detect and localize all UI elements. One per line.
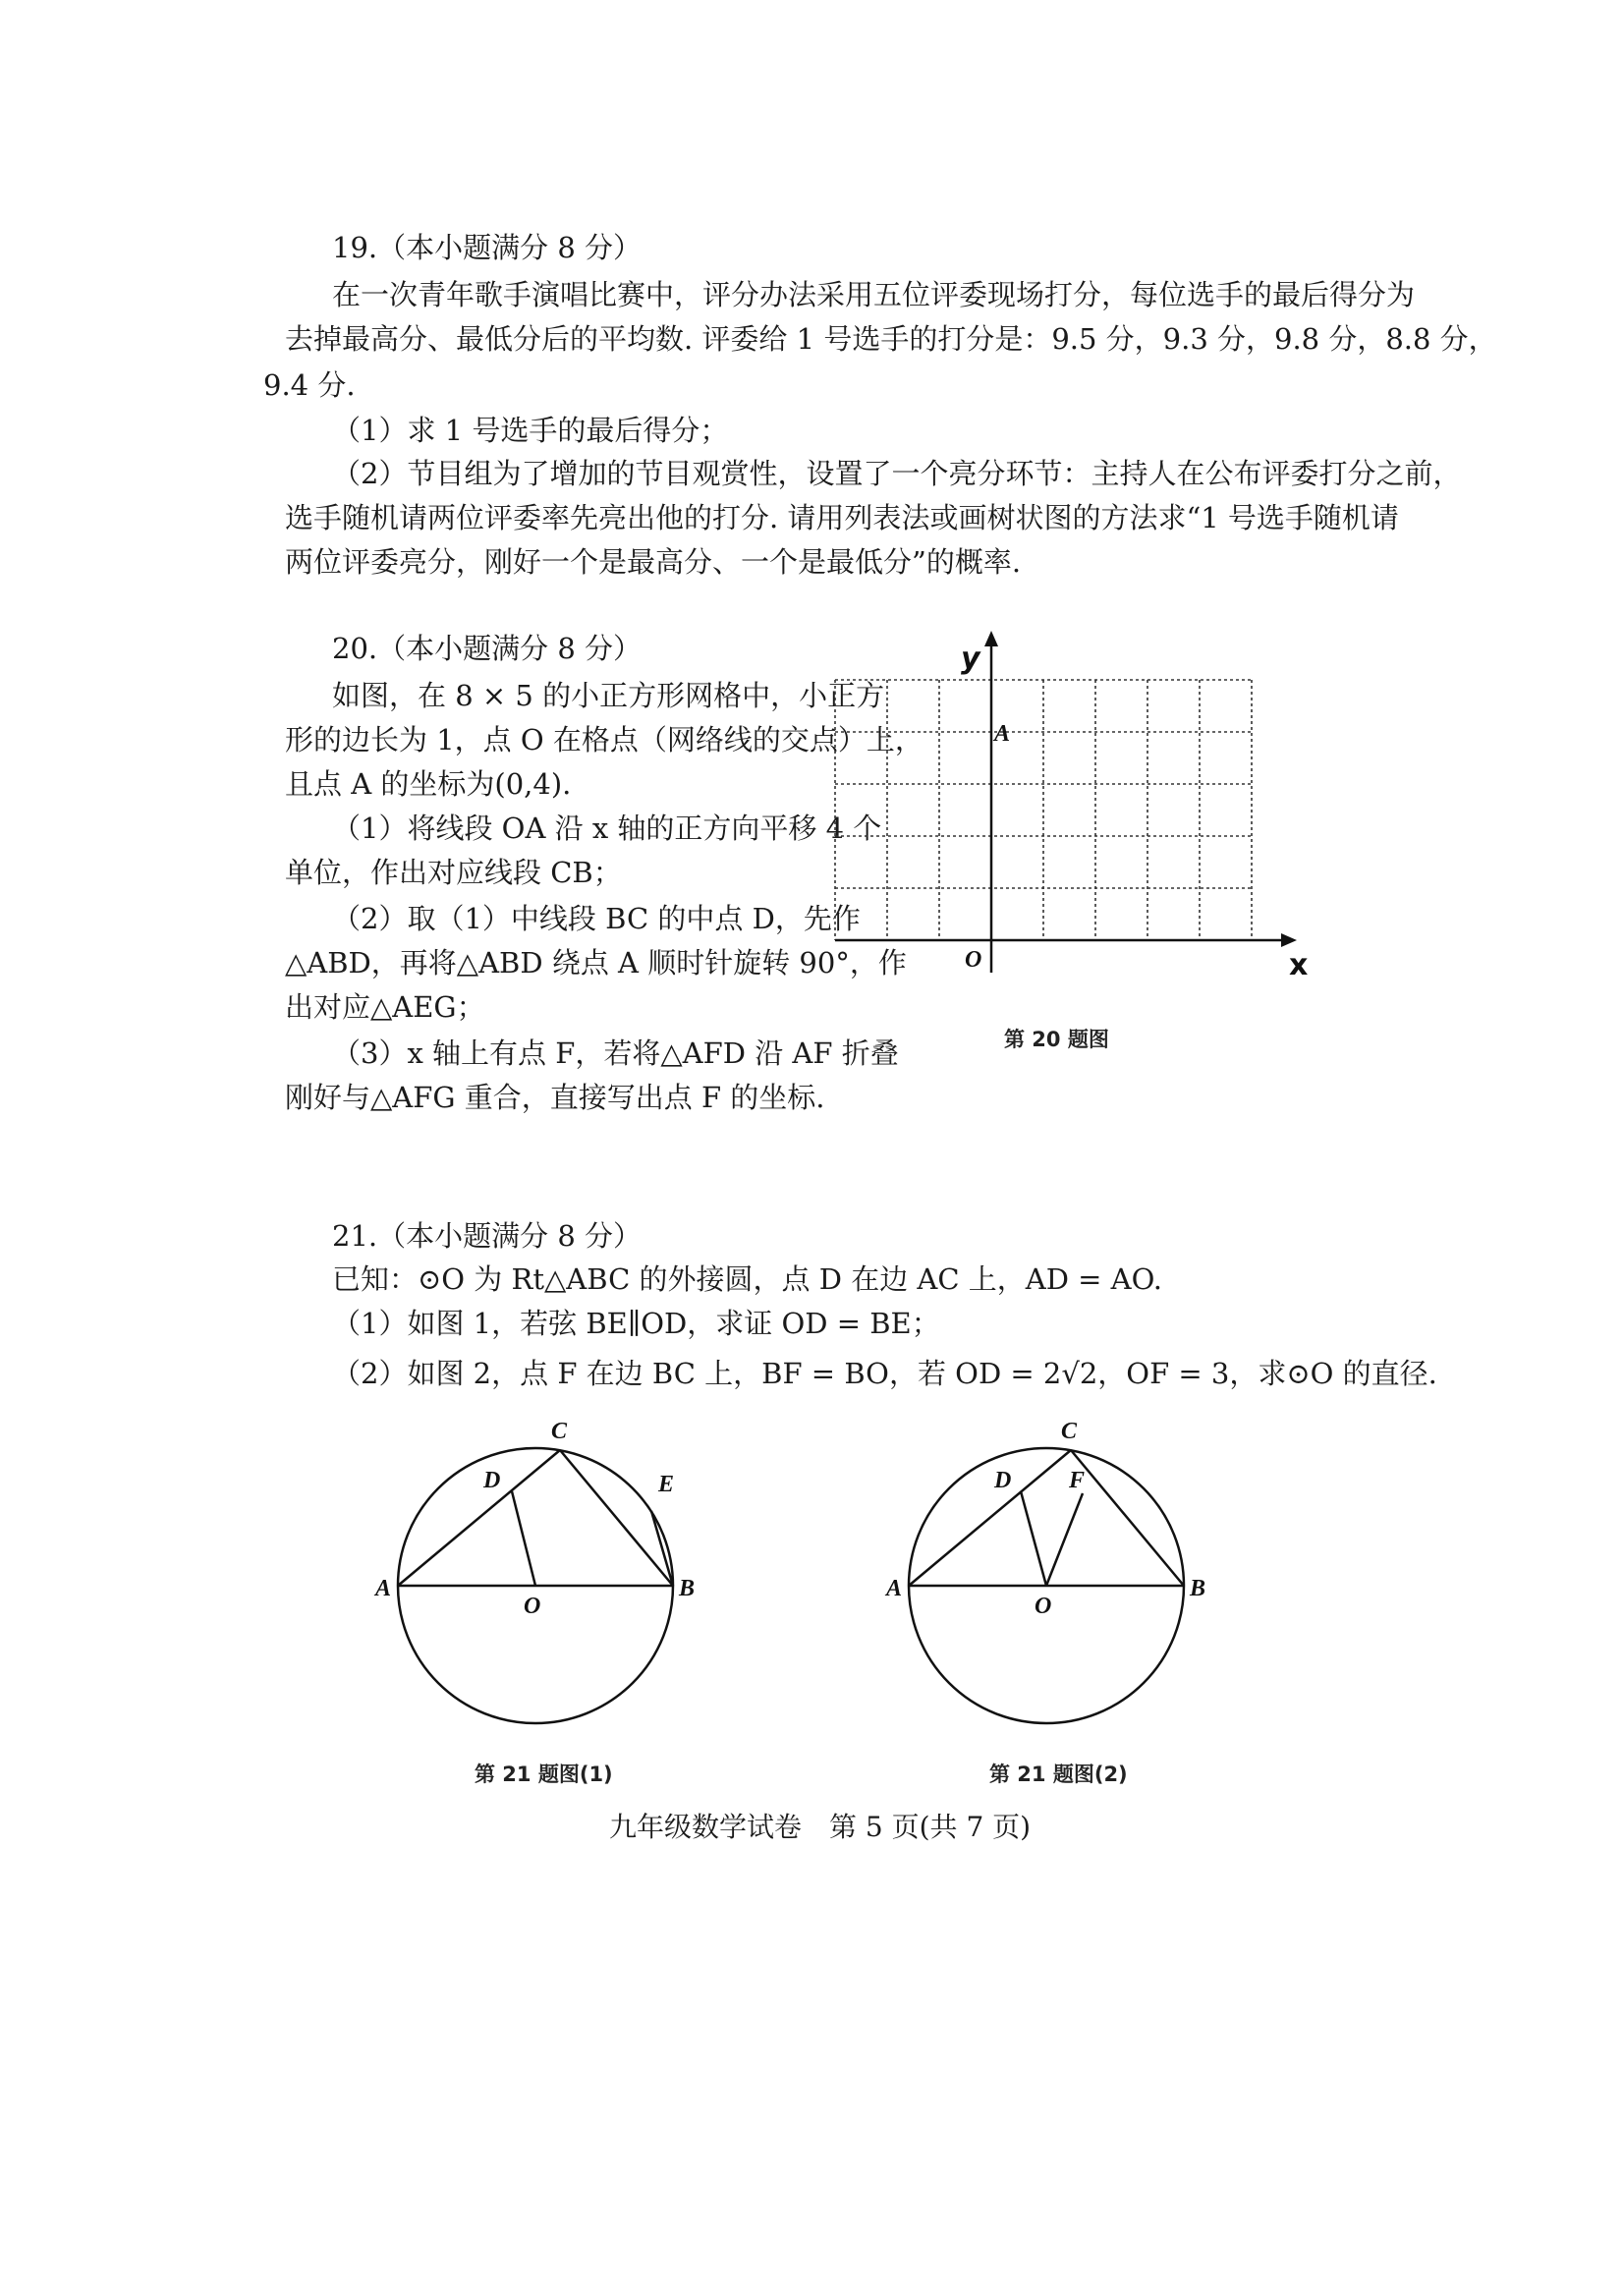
q21-figure-2-caption: 第 21 题图(2) [989, 1763, 1128, 1786]
q21-fig2-label-o: O [1035, 1594, 1052, 1619]
q20-grid-figure [815, 629, 1326, 992]
q20-line-2: 形的边长为 1，点 O 在格点（网络线的交点）上， [285, 723, 923, 756]
q20-x-axis-label: x [1289, 948, 1309, 982]
q21-line-3: （2）如图 2，点 F 在边 BC 上，BF = BO，若 OD = 2√2，OF = 3，求⊙O 的直径. [332, 1357, 1437, 1390]
q19-line-4: （1）求 1 号选手的最后得分； [332, 414, 729, 447]
q20-title: 20.（本小题满分 8 分） [332, 632, 643, 665]
q21-fig1-label-d: D [483, 1468, 501, 1493]
q21-fig1-label-o: O [524, 1594, 541, 1619]
q19-line-6: 选手随机请两位评委率先亮出他的打分. 请用列表法或画树状图的方法求“1 号选手随机请 [285, 501, 1399, 534]
q21-fig2-label-c: C [1061, 1419, 1078, 1444]
q21-fig2-label-b: B [1190, 1576, 1206, 1601]
q20-line-6: （2）取（1）中线段 BC 的中点 D，先作 [332, 902, 861, 935]
q20-y-axis-label: y [961, 642, 980, 676]
q19-line-3: 9.4 分. [263, 368, 356, 402]
q20-line-10: 刚好与△AFG 重合，直接写出点 F 的坐标. [285, 1081, 825, 1114]
q20-point-a-label: A [994, 721, 1011, 747]
q21-fig2-label-f: F [1069, 1468, 1086, 1493]
q21-fig1-label-e: E [658, 1472, 675, 1497]
page-footer: 九年级数学试卷 第 5 页(共 7 页) [609, 1811, 1032, 1843]
q21-fig1-label-c: C [551, 1419, 568, 1444]
q21-fig2-label-a: A [886, 1576, 903, 1601]
q21-fig1-label-b: B [679, 1576, 696, 1601]
q20-line-5: 单位，作出对应线段 CB； [285, 856, 622, 889]
q21-fig2-segment-of [1046, 1493, 1083, 1586]
q20-figure-caption: 第 20 题图 [1004, 1028, 1109, 1051]
q21-figure-1-caption: 第 21 题图(1) [475, 1763, 613, 1786]
q20-line-4: （1）将线段 OA 沿 x 轴的正方向平移 4 个 [332, 812, 882, 845]
q20-line-8: 出对应△AEG； [285, 990, 485, 1024]
q19-title: 19.（本小题满分 8 分） [332, 231, 643, 264]
q20-line-1: 如图，在 8 × 5 的小正方形网格中，小正方 [332, 679, 885, 712]
q19-line-2: 去掉最高分、最低分后的平均数. 评委给 1 号选手的打分是：9.5 分，9.3 分，9.8 分，8.8 分， [285, 322, 1497, 356]
q21-fig2-chord-ac [909, 1450, 1071, 1586]
q20-y-arrow [984, 631, 998, 646]
q21-fig1-segment-od [512, 1491, 535, 1586]
q20-grid-lines [835, 680, 1252, 940]
q19-line-1: 在一次青年歌手演唱比赛中，评分办法采用五位评委现场打分，每位选手的最后得分为 [332, 278, 1416, 311]
q21-fig2-label-d: D [994, 1468, 1012, 1493]
q21-line-2: （1）如图 1，若弦 BE∥OD，求证 OD = BE； [332, 1307, 940, 1340]
q20-line-9: （3）x 轴上有点 F，若将△AFD 沿 AF 折叠 [332, 1036, 899, 1070]
q21-fig1-chord-ac [398, 1450, 560, 1586]
q19-line-7: 两位评委亮分，刚好一个是最高分、一个是最低分”的概率. [285, 545, 1022, 579]
q21-title: 21.（本小题满分 8 分） [332, 1219, 643, 1253]
q20-line-7: △ABD，再将△ABD 绕点 A 顺时针旋转 90°，作 [285, 946, 907, 980]
q21-figure-1 [373, 1415, 727, 1739]
q21-figure-2 [882, 1415, 1236, 1739]
q20-line-3: 且点 A 的坐标为(0,4). [285, 767, 572, 801]
q19-line-5: （2）节目组为了增加的节目观赏性，设置了一个亮分环节：主持人在公布评委打分之前， [332, 457, 1462, 490]
q20-origin-label: O [965, 947, 982, 973]
q21-line-1: 已知：⊙O 为 Rt△ABC 的外接圆，点 D 在边 AC 上，AD = AO. [332, 1262, 1162, 1296]
q21-fig1-label-a: A [375, 1576, 392, 1601]
q20-x-arrow [1281, 933, 1297, 947]
q21-fig2-segment-od [1021, 1491, 1046, 1586]
